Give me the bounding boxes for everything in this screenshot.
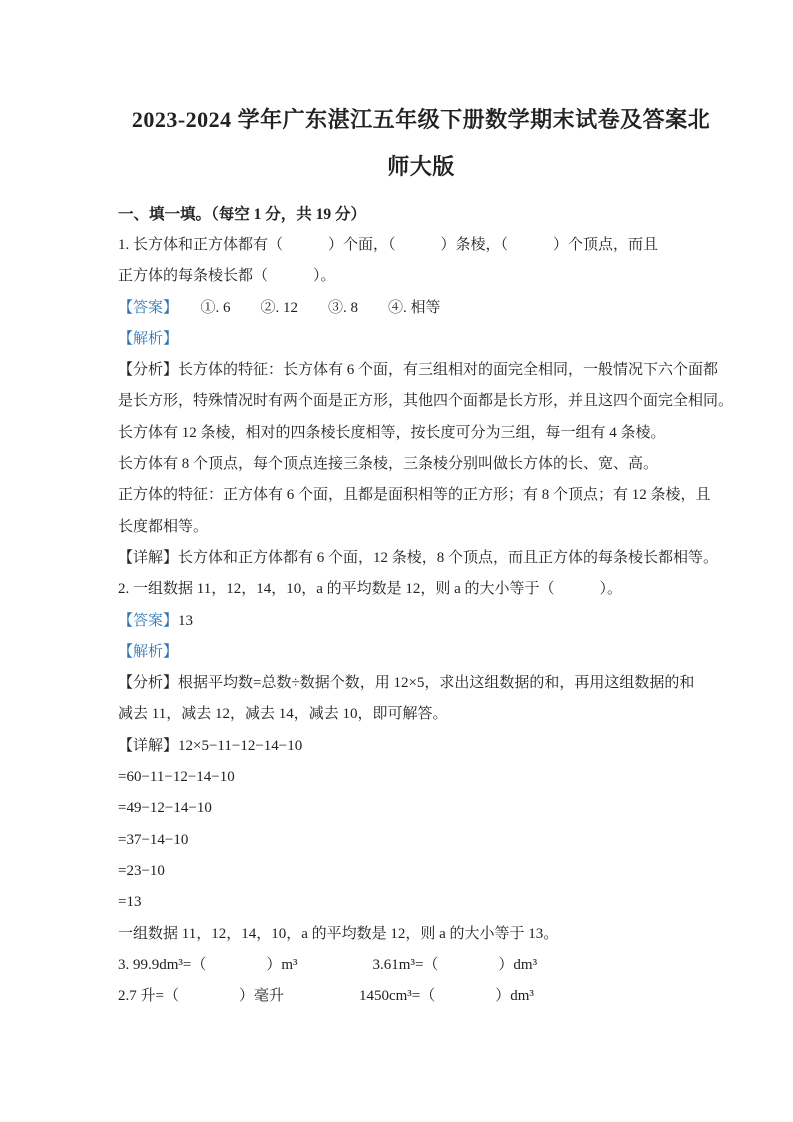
line-text: =49−12−14−10 <box>118 800 212 817</box>
bracket-label: 【答案】 <box>118 299 171 316</box>
line-text: 正方体的特征：正方体有 6 个面，且都是面积相等的正方形；有 8 个顶点；有 12 条棱，且 <box>118 487 711 504</box>
document-title <box>118 96 724 190</box>
line-text: 是长方形，特殊情况时有两个面是正方形，其他四个面都是长方形，并且这四个面完全相同。 <box>118 393 734 410</box>
doc-line <box>118 699 724 730</box>
line-text: 正方体的每条棱长都（ ）。 <box>118 268 336 285</box>
doc-line <box>118 731 724 762</box>
document-body <box>118 0 734 1012</box>
line-text: 2. 一组数据 11，12，14，10，a 的平均数是 12，则 a 的大小等于（ ）。 <box>118 581 623 598</box>
doc-line <box>118 261 724 292</box>
doc-line <box>118 293 724 324</box>
line-text: 13 <box>178 612 194 629</box>
bracket-label: 【解析】 <box>118 330 179 347</box>
line-text: 【分析】长方体的特征：长方体有 6 个面，有三组相对的面完全相同，一般情况下六个面都 <box>118 362 719 379</box>
doc-line <box>118 512 724 543</box>
doc-line <box>118 950 724 981</box>
document-title-line2: 师大版 <box>387 154 455 179</box>
doc-line <box>118 355 724 386</box>
line-text: =13 <box>118 894 142 911</box>
doc-line <box>118 574 724 605</box>
doc-line <box>118 919 724 950</box>
doc-line <box>118 793 724 824</box>
line-text: 3. 99.9dm³=（ ）m³ 3.61m³=（ ）dm³ <box>118 956 538 973</box>
doc-line <box>118 887 724 918</box>
doc-line <box>118 386 734 417</box>
doc-line <box>118 606 724 637</box>
line-text: 长方体有 8 个顶点，每个顶点连接三条棱，三条棱分别叫做长方体的长、宽、高。 <box>118 456 659 473</box>
line-text: =60−11−12−14−10 <box>118 769 235 786</box>
line-text: 2.7 升=（ ）毫升 1450cm³=（ ）dm³ <box>118 988 534 1005</box>
line-text: 长方体有 12 条棱，相对的四条棱长度相等，按长度可分为三组，每一组有 4 条棱。 <box>118 424 666 441</box>
doc-line <box>118 981 724 1012</box>
bracket-label: 【答案】 <box>118 612 179 629</box>
doc-line <box>118 449 724 480</box>
line-text: 长度都相等。 <box>118 518 209 535</box>
doc-line <box>118 668 724 699</box>
bracket-label: 【解析】 <box>118 643 179 660</box>
doc-line <box>118 856 724 887</box>
section-heading: 一、填一填。（每空 1 分，共 19 分） <box>118 206 367 223</box>
line-text: ①. 6 ②. 12 ③. 8 ④. 相等 <box>170 299 441 316</box>
line-text: =37−14−10 <box>118 831 189 848</box>
doc-line <box>118 324 724 355</box>
doc-line <box>118 543 724 574</box>
line-text: 一组数据 11，12，14，10，a 的平均数是 12，则 a 的大小等于 13。 <box>118 925 559 942</box>
line-text: =23−10 <box>118 862 165 879</box>
doc-line <box>118 762 724 793</box>
doc-line <box>118 230 724 261</box>
doc-line <box>118 480 724 511</box>
doc-line <box>118 825 724 856</box>
line-text: 【详解】长方体和正方体都有 6 个面，12 条棱，8 个顶点，而且正方体的每条棱长都相等。 <box>118 549 719 566</box>
line-text: 【分析】根据平均数=总数÷数据个数，用 12×5，求出这组数据的和，再用这组数据的和 <box>118 675 695 692</box>
line-text: 1. 长方体和正方体都有（ ）个面，（ ）条棱，（ ）个顶点，而且 <box>118 237 659 253</box>
doc-line <box>118 637 724 668</box>
doc-lines <box>118 230 734 1012</box>
line-text: 减去 11，减去 12，减去 14，减去 10，即可解答。 <box>118 706 448 723</box>
line-text: 【详解】12×5−11−12−14−10 <box>118 737 303 754</box>
document-title-line1: 2023-2024 学年广东湛江五年级下册数学期末试卷及答案北 <box>131 107 711 132</box>
doc-line <box>118 418 724 449</box>
